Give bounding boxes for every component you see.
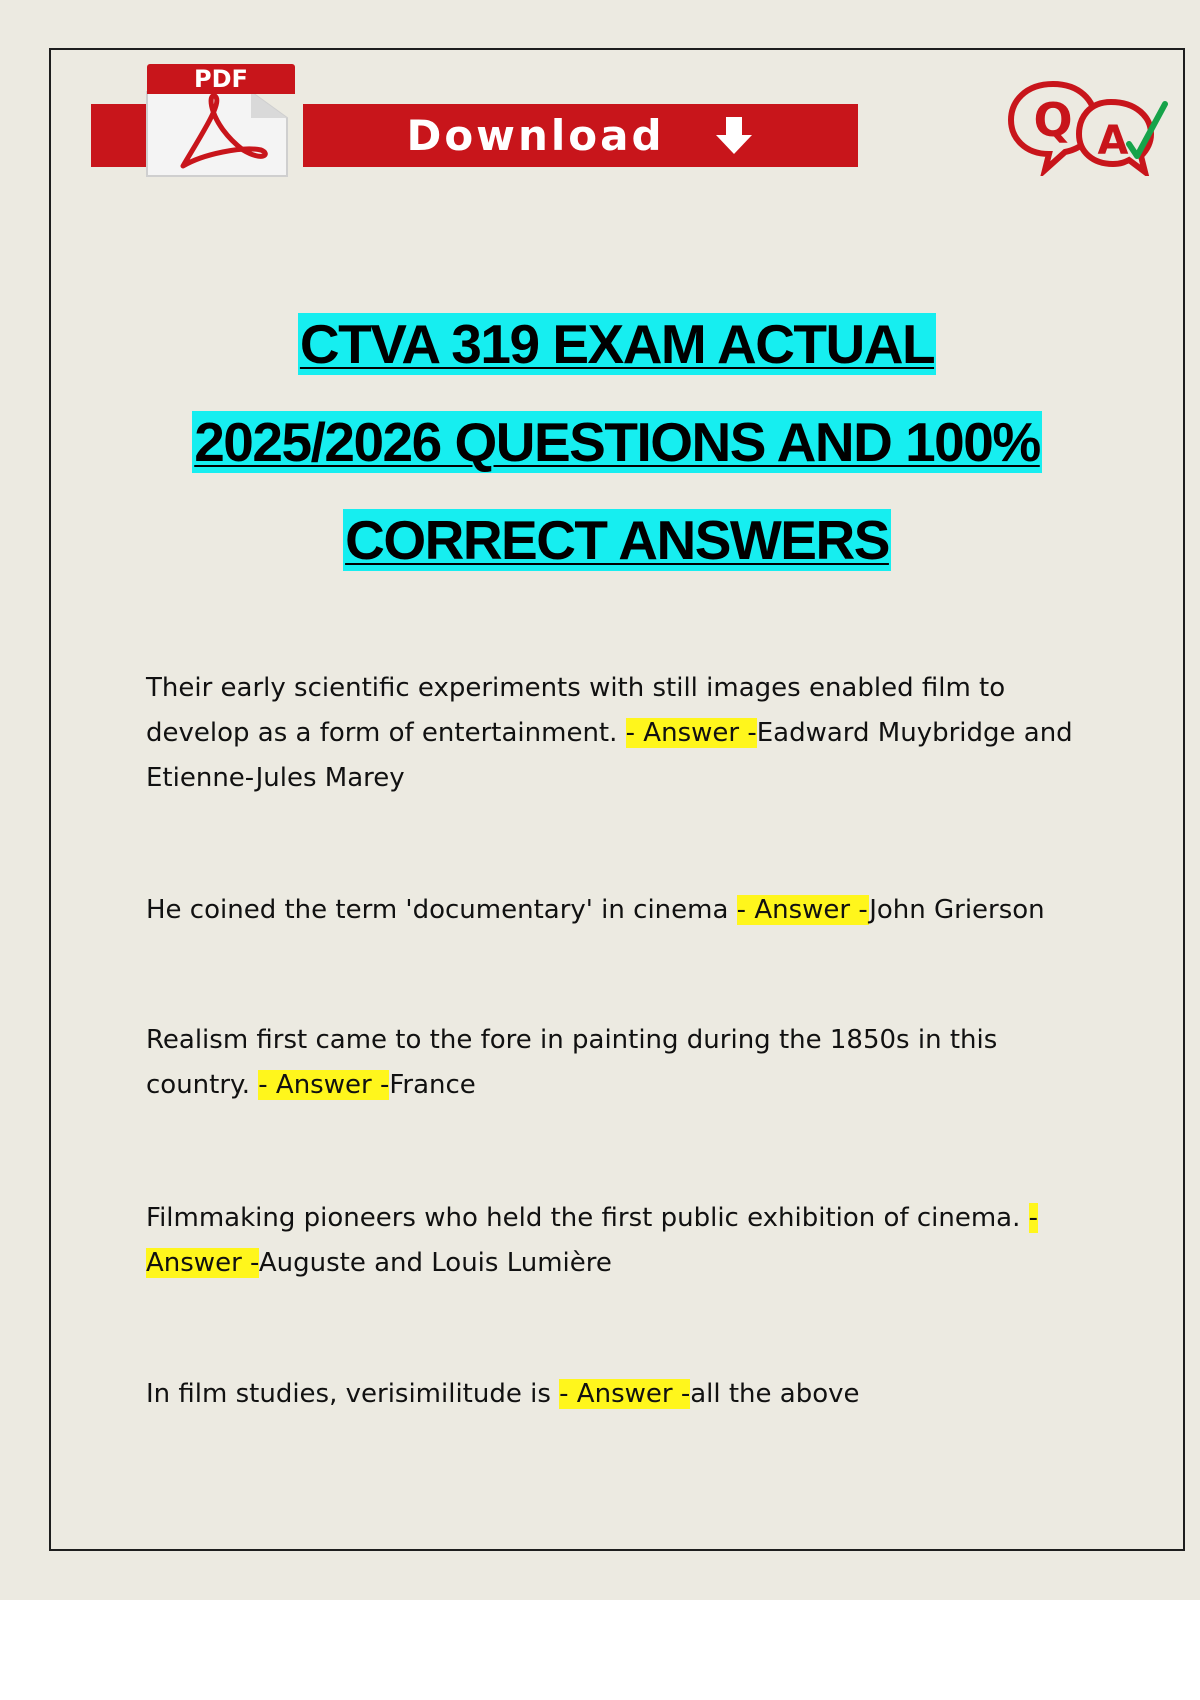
question-text: Realism first came to the fore in painting during the 1850s in this country. xyxy=(146,1025,998,1100)
answer-marker: - Answer - xyxy=(258,1070,390,1100)
pdf-label: PDF xyxy=(147,64,295,94)
download-banner[interactable] xyxy=(91,60,861,180)
question-text: In film studies, verisimilitude is xyxy=(146,1379,560,1409)
question-text: Filmmaking pioneers who held the first public exhibition of cinema. xyxy=(146,1203,1029,1233)
qa-item xyxy=(146,1372,1106,1417)
title-line: CTVA 319 EXAM ACTUAL xyxy=(299,313,935,375)
pdf-file-icon xyxy=(143,62,293,178)
svg-text:Q: Q xyxy=(1033,93,1073,147)
answer-text: Auguste and Louis Lumière xyxy=(258,1248,612,1278)
title-line: 2025/2026 QUESTIONS AND 100% xyxy=(194,411,1040,473)
answer-marker: - Answer - xyxy=(625,718,757,748)
answer-marker: - Answer - xyxy=(146,1203,1039,1278)
banner-bar-left xyxy=(91,104,151,167)
answer-text: all the above xyxy=(690,1379,860,1409)
answer-text: France xyxy=(389,1070,476,1100)
answer-text: John Grierson xyxy=(869,895,1045,925)
qa-item xyxy=(146,666,1106,801)
question-text: He coined the term 'documentary' in cinema xyxy=(146,895,737,925)
question-text: Their early scientific experiments with still images enabled film to develop as a form of entertainment. xyxy=(146,673,1006,748)
download-arrow-icon xyxy=(713,115,755,157)
answer-marker: - Answer - xyxy=(736,895,870,925)
qa-item xyxy=(146,888,1106,933)
qa-logo-icon xyxy=(1005,76,1170,176)
download-button[interactable] xyxy=(303,104,858,167)
document-title xyxy=(60,295,1174,589)
title-line: CORRECT ANSWERS xyxy=(345,509,889,571)
qa-item xyxy=(146,1196,1106,1286)
download-label: Download xyxy=(406,111,665,160)
answer-text: Eadward Muybridge and Etienne-Jules Marey xyxy=(146,718,1073,793)
svg-text:A: A xyxy=(1097,118,1129,164)
answer-marker: - Answer - xyxy=(559,1379,691,1409)
qa-item xyxy=(146,1018,1106,1108)
